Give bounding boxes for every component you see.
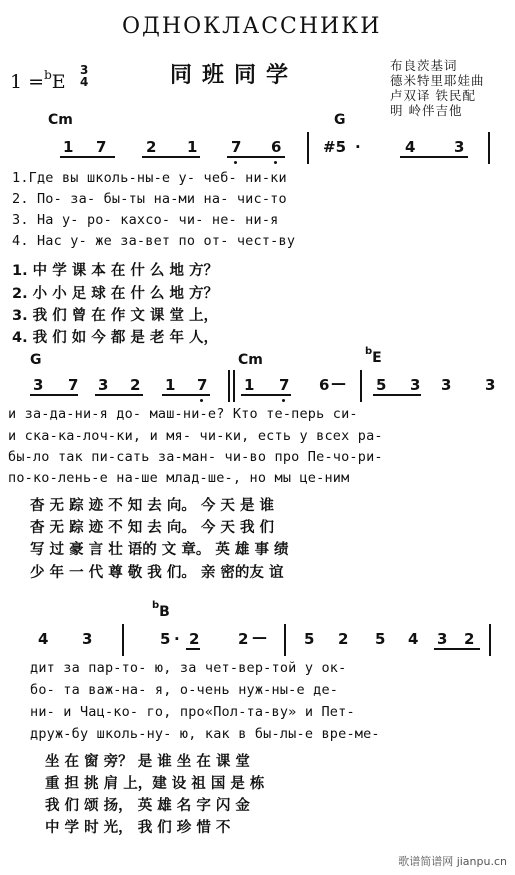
note: 3 <box>485 376 496 394</box>
note: 2 <box>189 630 200 648</box>
note: 2 <box>338 630 349 648</box>
note: 2 <box>130 376 141 394</box>
beam <box>373 394 421 396</box>
note: 1 <box>165 376 176 394</box>
credit-translator: 卢双译 铁民配 <box>390 88 476 103</box>
note: 3 <box>98 376 109 394</box>
note: 5 <box>376 376 387 394</box>
lyric-ru-verse-4: по-ко-лень-е на-ше млад-ше-, но мы це-ним <box>8 470 350 486</box>
lyric-zh-verse-1: 1. 中 学 课 本 在 什 么 地 方？ <box>12 263 219 279</box>
credit-guitar: 明 岭伴吉他 <box>390 103 463 118</box>
chord-flat: b <box>152 600 160 611</box>
lyric-zh-verse-4: 少 年 一 代 尊 敬 我 们。 亲 密的友 谊 <box>30 565 284 581</box>
chord-cm: Cm <box>238 352 263 368</box>
chord-bb <box>152 600 170 620</box>
note-dot: · <box>355 138 361 156</box>
note: 1 <box>63 138 74 156</box>
time-signature <box>80 64 88 88</box>
lyric-zh-verse-2: 重 担 挑 肩 上，建 设 祖 国 是 栋 <box>45 776 265 792</box>
note: 7 <box>231 138 242 156</box>
lyric-zh-verse-4: 中 学 时 光， 我 们 珍 惜 不 <box>45 820 231 836</box>
key-prefix: 1 = <box>10 71 45 93</box>
note-dot: · <box>174 630 180 648</box>
lyric-zh-verse-4: 4. 我 们 如 今 都 是 老 年 人， <box>12 330 219 346</box>
note: 4 <box>405 138 416 156</box>
barline <box>488 132 490 164</box>
beam <box>434 648 480 650</box>
lyric-ru-verse-3: ни- и Чац-ко- го, про«Пол-та-ву» и Пет- <box>30 704 355 720</box>
lyric-ru-verse-1: и за-да-ни-я до- маш-ни-е? Кто те-перь си- <box>8 406 358 422</box>
lyric-zh-verse-1: 坐 在 窗 旁？ 是 谁 坐 在 课 堂 <box>45 754 250 770</box>
barline <box>122 624 124 656</box>
chord-root: E <box>372 350 382 366</box>
note: 5 <box>304 630 315 648</box>
note-dash: — <box>331 374 346 392</box>
note: 2 <box>146 138 157 156</box>
beam <box>162 394 210 396</box>
lyric-ru-verse-3: 3. На у- ро- кахсо- чи- не- ни-я <box>12 212 279 228</box>
beam <box>60 156 115 158</box>
note: 6 <box>319 376 330 394</box>
octave-dot <box>200 399 203 402</box>
lyric-ru-verse-1: 1.Где вы школь-ны-е у- чеб- ни-ки <box>12 170 287 186</box>
key-signature <box>10 68 66 93</box>
note: 5 <box>160 630 171 648</box>
barline <box>233 370 235 402</box>
note: 7 <box>68 376 79 394</box>
meter-top: 3 <box>80 63 89 77</box>
credit-lyricist: 布良茨基词 <box>390 58 458 73</box>
lyric-ru-verse-1: дит за пар-то- ю, за чет-вер-той у ок- <box>30 660 347 676</box>
key-note: E <box>51 71 66 93</box>
note: 5 <box>375 630 386 648</box>
beam <box>95 394 143 396</box>
meter-bottom: 4 <box>80 75 89 89</box>
note: 3 <box>454 138 465 156</box>
note: 3 <box>82 630 93 648</box>
lyric-ru-verse-3: бы-ло так пи-сать за-ман- чи-во про Пе-чо-ри- <box>8 449 383 465</box>
octave-dot <box>234 161 237 164</box>
lyric-ru-verse-4: 4. Нас у- же за-вет по от- чест-ву <box>12 233 296 249</box>
note: 3 <box>437 630 448 648</box>
note: 7 <box>279 376 290 394</box>
credit-composer: 德米特里耶娃曲 <box>390 73 485 88</box>
lyric-zh-verse-3: 3. 我 们 曾 在 作 文 课 堂 上， <box>12 308 219 324</box>
note: 1 <box>187 138 198 156</box>
beam <box>142 156 200 158</box>
title-russian: ОДНОКЛАССНИКИ <box>122 14 382 39</box>
title-chinese: 同班同学 <box>170 63 299 88</box>
beam <box>30 394 78 396</box>
chord-eb <box>365 346 382 366</box>
barline <box>360 370 362 402</box>
note-dash: — <box>252 628 267 646</box>
chord-cm: Cm <box>48 112 73 128</box>
lyric-ru-verse-2: и ска-ка-лоч-ки, и мя- чи-ки, есть у всех ра- <box>8 428 383 444</box>
chord-flat: b <box>365 346 373 357</box>
beam <box>227 156 285 158</box>
beam <box>241 394 291 396</box>
lyric-zh-verse-2: 杳 无 踪 迹 不 知 去 向。 今 天 我 们 <box>30 520 275 536</box>
note: 2 <box>464 630 475 648</box>
lyric-zh-verse-3: 写 过 豪 言 壮 语的 文 章。 英 雄 事 绩 <box>30 542 289 558</box>
note: 7 <box>197 376 208 394</box>
note: 4 <box>38 630 49 648</box>
octave-dot <box>274 161 277 164</box>
beam <box>400 156 468 158</box>
lyric-zh-verse-3: 我 们 颂 扬， 英 雄 名 字 闪 金 <box>45 798 250 814</box>
chord-g: G <box>30 352 42 368</box>
barline <box>228 370 230 402</box>
note: #5 <box>323 138 347 156</box>
octave-dot <box>282 399 285 402</box>
lyric-zh-verse-1: 杳 无 踪 迹 不 知 去 向。 今 天 是 谁 <box>30 498 275 514</box>
lyric-ru-verse-2: 2. По- за- бы-ты на-ми на- чис-то <box>12 191 287 207</box>
chord-root: B <box>159 604 170 620</box>
beam <box>186 648 200 650</box>
watermark: 歌谱简谱网 jianpu.cn <box>398 855 507 868</box>
note: 3 <box>410 376 421 394</box>
barline <box>307 132 309 164</box>
lyric-ru-verse-2: бо- та важ-на- я, о-чень нуж-ны-е де- <box>30 682 339 698</box>
barline <box>284 624 286 656</box>
barline <box>489 624 491 656</box>
note: 6 <box>271 138 282 156</box>
lyric-zh-verse-2: 2. 小 小 足 球 在 什 么 地 方？ <box>12 286 219 302</box>
note: 1 <box>244 376 255 394</box>
key-flat: b <box>44 68 52 82</box>
chord-g: G <box>334 112 346 128</box>
lyric-ru-verse-4: друж-бу школь-ну- ю, как в бы-лы-е вре-ме- <box>30 726 380 742</box>
note: 4 <box>408 630 419 648</box>
note: 3 <box>33 376 44 394</box>
note: 7 <box>96 138 107 156</box>
note: 3 <box>441 376 452 394</box>
note: 2 <box>238 630 249 648</box>
